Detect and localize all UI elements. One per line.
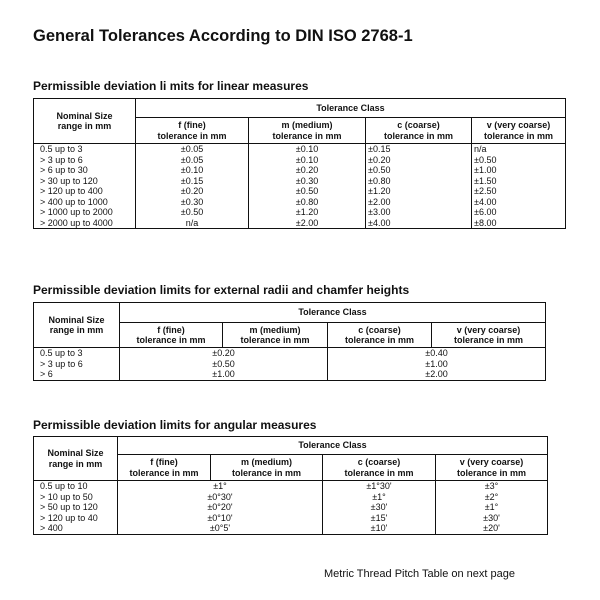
class-v-header: v (very coarse) tolerance in mm bbox=[472, 118, 566, 144]
tolerance-c-cell: ±0.20 bbox=[366, 155, 472, 166]
table-row bbox=[34, 144, 566, 155]
tolerance-fm-cell: ±1.00 bbox=[120, 369, 328, 380]
tolerance-v-cell: ±1° bbox=[484, 502, 499, 512]
tolerance-c-cell: ±4.00 bbox=[366, 218, 472, 229]
tolerance-m-cell: ±1.20 bbox=[249, 207, 366, 218]
tolerance-f-cell: ±0.05 bbox=[136, 155, 249, 166]
class-c-header: c (coarse) tolerance in mm bbox=[323, 455, 436, 481]
tolerance-f-cell: ±0.20 bbox=[136, 186, 249, 197]
nominal-size-header: Nominal Size range in mm bbox=[34, 99, 136, 144]
class-m-header: m (medium) tolerance in mm bbox=[211, 455, 323, 481]
class-f-header: f (fine) tolerance in mm bbox=[118, 455, 211, 481]
table-row bbox=[34, 481, 548, 492]
range-cell: > 2000 up to 4000 bbox=[34, 218, 136, 229]
tolerance-class-header: Tolerance Class bbox=[118, 437, 548, 455]
class-c-header: c (coarse) tolerance in mm bbox=[328, 323, 432, 348]
range-cell: > 6 bbox=[34, 369, 120, 380]
table-row bbox=[34, 369, 546, 380]
tolerance-f-cell: ±0.15 bbox=[136, 176, 249, 187]
tolerance-v-cell: ±1.00 bbox=[474, 165, 497, 175]
tolerance-c-cell: ±10' bbox=[323, 523, 436, 534]
tolerance-m-cell: ±0.20 bbox=[249, 165, 366, 176]
tolerance-v-cell: ±3° bbox=[484, 481, 499, 491]
tolerance-v-cell: ±6.00 bbox=[474, 207, 497, 217]
radii-table bbox=[33, 302, 546, 381]
tolerance-c-cell: ±1°30' bbox=[323, 481, 436, 492]
tolerance-c-cell: ±3.00 bbox=[366, 207, 472, 218]
class-m-header: m (medium) tolerance in mm bbox=[223, 323, 328, 348]
angular-table bbox=[33, 436, 548, 535]
range-cell: > 3 up to 6 bbox=[34, 155, 136, 166]
table-row bbox=[34, 155, 566, 166]
tolerance-v-cell: n/a bbox=[474, 144, 487, 154]
tolerance-v-cell: ±8.00 bbox=[474, 217, 497, 228]
table-row bbox=[34, 513, 548, 524]
radii-section-title: Permissible deviation limits for external radii and chamfer heights bbox=[33, 283, 410, 297]
tolerance-f-cell: ±0.30 bbox=[136, 197, 249, 208]
tolerance-fm-cell: ±0°20' bbox=[118, 502, 323, 513]
tolerance-v-cell: ±2° bbox=[484, 491, 499, 502]
tolerance-fm-cell: ±0.50 bbox=[120, 359, 328, 370]
tolerance-m-cell: ±0.50 bbox=[249, 186, 366, 197]
tolerance-f-cell: ±0.50 bbox=[136, 207, 249, 218]
tolerance-m-cell: ±0.10 bbox=[249, 155, 366, 166]
table-row bbox=[34, 359, 546, 370]
table-row bbox=[34, 207, 566, 218]
class-c-header: c (coarse) tolerance in mm bbox=[366, 118, 472, 144]
tolerance-f-cell: n/a bbox=[136, 218, 249, 229]
tolerance-c-cell: ±1.20 bbox=[366, 186, 472, 197]
range-cell: > 30 up to 120 bbox=[34, 176, 136, 187]
table-row bbox=[34, 186, 566, 197]
angular-section-title: Permissible deviation limits for angular measures bbox=[33, 418, 317, 432]
table-row bbox=[34, 502, 548, 513]
class-f-header: f (fine) tolerance in mm bbox=[120, 323, 223, 348]
tolerance-m-cell: ±0.80 bbox=[249, 197, 366, 208]
tolerance-cv-cell: ±2.00 bbox=[425, 369, 448, 379]
page-title: General Tolerances According to DIN ISO 2768-1 bbox=[33, 27, 413, 45]
tolerance-v-cell: ±4.00 bbox=[474, 196, 497, 207]
tolerance-cv-cell: ±1.00 bbox=[425, 358, 448, 369]
range-cell: > 400 bbox=[34, 523, 118, 534]
table-row bbox=[34, 523, 548, 534]
tolerance-fm-cell: ±0°10' bbox=[118, 513, 323, 524]
tolerance-c-cell: ±30' bbox=[323, 502, 436, 513]
range-cell: 0.5 up to 10 bbox=[34, 481, 118, 492]
tolerance-class-header: Tolerance Class bbox=[136, 99, 566, 118]
tolerance-fm-cell: ±0°30' bbox=[118, 492, 323, 503]
tolerance-fm-cell: ±0.20 bbox=[120, 348, 328, 359]
linear-table bbox=[33, 98, 566, 229]
tolerance-cv-cell: ±0.40 bbox=[425, 348, 448, 358]
tolerance-c-cell: ±0.80 bbox=[366, 176, 472, 187]
tolerance-v-cell: ±30' bbox=[483, 512, 500, 523]
nominal-size-header: Nominal Size range in mm bbox=[34, 303, 120, 348]
table-row bbox=[34, 492, 548, 503]
tolerance-c-cell: ±2.00 bbox=[366, 197, 472, 208]
range-cell: > 3 up to 6 bbox=[34, 359, 120, 370]
range-cell: > 10 up to 50 bbox=[34, 492, 118, 503]
range-cell: 0.5 up to 3 bbox=[34, 144, 136, 155]
tolerance-c-cell: ±1° bbox=[323, 492, 436, 503]
tolerance-v-cell: ±0.50 bbox=[474, 154, 497, 165]
range-cell: > 1000 up to 2000 bbox=[34, 207, 136, 218]
class-v-header: v (very coarse) tolerance in mm bbox=[432, 323, 546, 348]
range-cell: > 50 up to 120 bbox=[34, 502, 118, 513]
table-row bbox=[34, 218, 566, 229]
range-cell: > 120 up to 400 bbox=[34, 186, 136, 197]
footer-note: Metric Thread Pitch Table on next page bbox=[324, 568, 515, 580]
class-m-header: m (medium) tolerance in mm bbox=[249, 118, 366, 144]
nominal-size-header: Nominal Size range in mm bbox=[34, 437, 118, 481]
range-cell: > 6 up to 30 bbox=[34, 165, 136, 176]
tolerance-m-cell: ±0.10 bbox=[249, 144, 366, 155]
tolerance-m-cell: ±2.00 bbox=[249, 218, 366, 229]
table-row bbox=[34, 348, 546, 359]
tolerance-fm-cell: ±0°5' bbox=[118, 523, 323, 534]
tolerance-c-cell: ±15' bbox=[323, 513, 436, 524]
range-cell: > 120 up to 40 bbox=[34, 513, 118, 524]
tolerance-c-cell: ±0.50 bbox=[366, 165, 472, 176]
tolerance-v-cell: ±20' bbox=[483, 523, 500, 533]
linear-section-title: Permissible deviation li mits for linear measures bbox=[33, 79, 309, 93]
range-cell: 0.5 up to 3 bbox=[34, 348, 120, 359]
table-row bbox=[34, 176, 566, 187]
class-v-header: v (very coarse) tolerance in mm bbox=[436, 455, 548, 481]
class-f-header: f (fine) tolerance in mm bbox=[136, 118, 249, 144]
range-cell: > 400 up to 1000 bbox=[34, 197, 136, 208]
tolerance-v-cell: ±2.50 bbox=[474, 186, 497, 196]
tolerance-class-header: Tolerance Class bbox=[120, 303, 546, 323]
tolerance-v-cell: ±1.50 bbox=[474, 175, 497, 186]
table-row bbox=[34, 165, 566, 176]
tolerance-f-cell: ±0.05 bbox=[136, 144, 249, 155]
table-row bbox=[34, 197, 566, 208]
tolerance-f-cell: ±0.10 bbox=[136, 165, 249, 176]
tolerance-c-cell: ±0.15 bbox=[366, 144, 472, 155]
tolerance-m-cell: ±0.30 bbox=[249, 176, 366, 187]
tolerance-fm-cell: ±1° bbox=[118, 481, 323, 492]
